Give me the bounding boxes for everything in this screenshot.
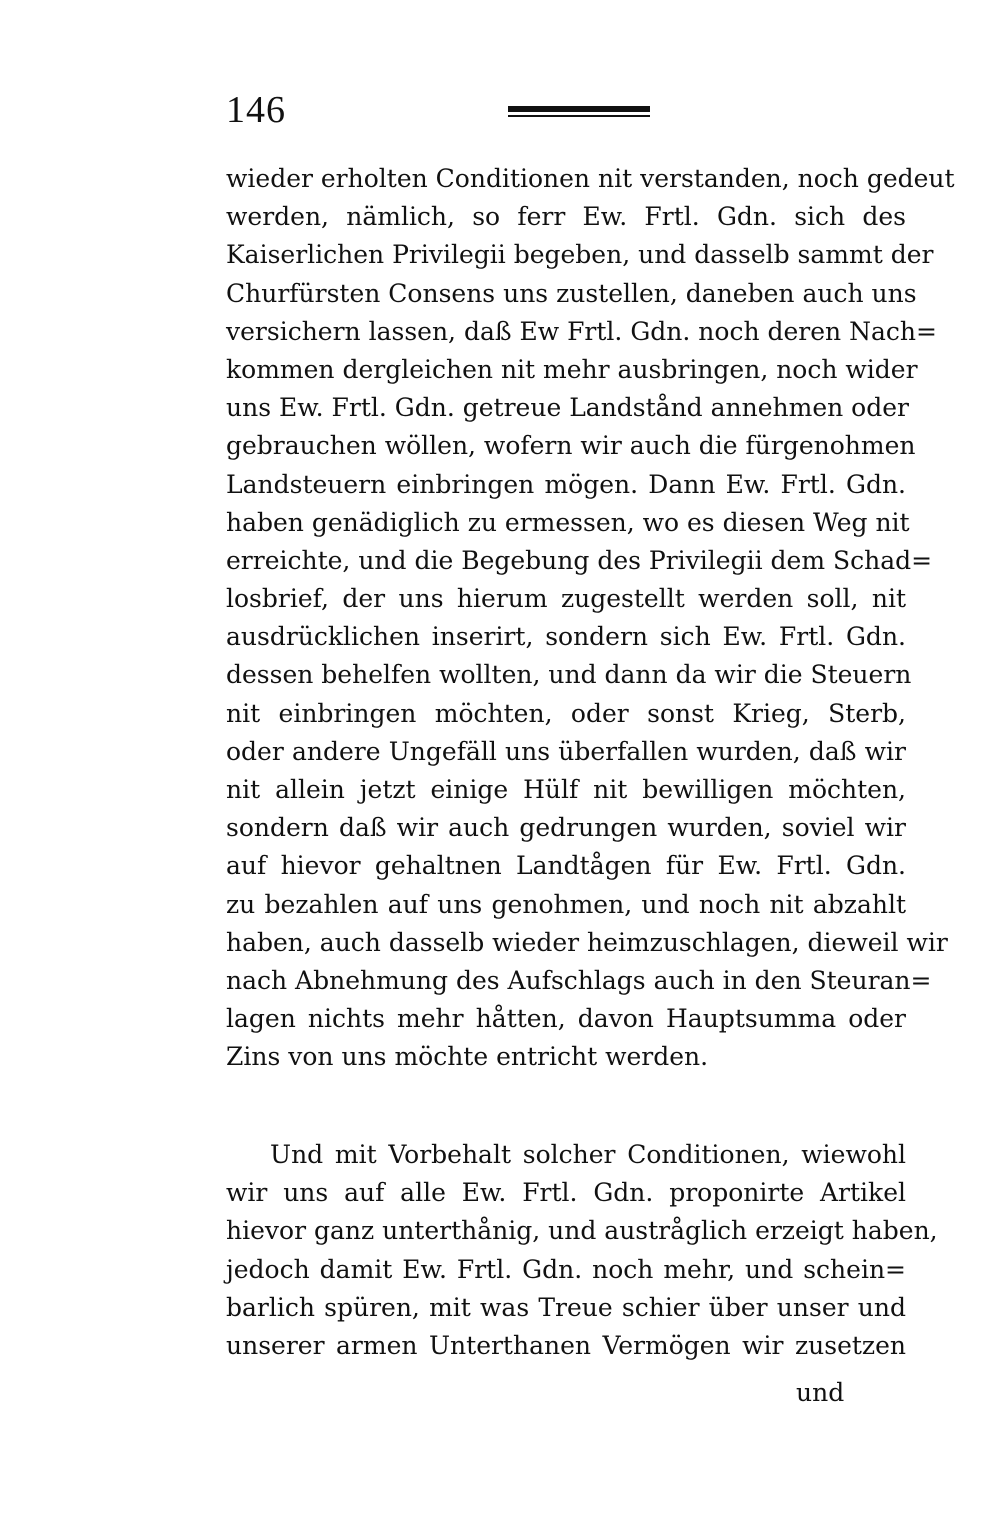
text-line: losbrief, der uns hierum zugestellt werden soll, nit	[226, 584, 906, 614]
text-line: hievor ganz unterthånig, und austråglich erzeigt haben,	[226, 1216, 938, 1246]
paragraph-1	[226, 160, 955, 1077]
text-line: oder andere Ungefäll uns überfallen wurden, daß wir	[226, 736, 906, 766]
text-line: barlich spüren, mit was Treue schier über unser und	[226, 1292, 906, 1322]
text-line: unserer armen Unterthanen Vermögen wir zusetzen	[226, 1330, 906, 1360]
header-rule-thin	[508, 115, 650, 117]
header-rule	[508, 106, 650, 118]
text-line: nit allein jetzt einige Hülf nit bewilligen möchten,	[226, 775, 906, 804]
text-line: Landsteuern einbringen mögen. Dann Ew. Frtl. Gdn.	[226, 469, 906, 499]
paragraph-2	[226, 1136, 938, 1365]
text-line: auf hievor gehaltnen Landtågen für Ew. Frtl. Gdn.	[226, 851, 906, 881]
text-line: sondern daß wir auch gedrungen wurden, soviel wir	[226, 813, 906, 843]
text-line: wir uns auf alle Ew. Frtl. Gdn. proponirte Artikel	[226, 1178, 906, 1208]
text-line: erreichte, und die Begebung des Privilegii dem Schad=	[226, 545, 933, 575]
header-rule-thick	[508, 106, 650, 112]
text-line: werden, nämlich, so ferr Ew. Frtl. Gdn. sich des	[226, 202, 906, 232]
catchword: und	[796, 1378, 845, 1407]
text-line: haben, auch dasselb wieder heimzuschlagen, dieweil wir	[226, 927, 948, 957]
text-line: versichern lassen, daß Ew Frtl. Gdn. noch deren Nach=	[226, 316, 937, 346]
text-line: Und mit Vorbehalt solcher Conditionen, wiewohl	[270, 1140, 906, 1169]
text-line: uns Ew. Frtl. Gdn. getreue Landstånd annehmen oder	[226, 393, 909, 423]
text-line: wieder erholten Conditionen nit verstanden, noch gedeut	[226, 164, 955, 193]
text-line: gebrauchen wöllen, wofern wir auch die fürgenohmen	[226, 431, 916, 461]
text-line: Kaiserlichen Privilegii begeben, und dasselb sammt der	[226, 240, 934, 270]
text-line: kommen dergleichen nit mehr ausbringen, noch wider	[226, 354, 918, 384]
page-number: 146	[226, 89, 286, 131]
text-line: Zins von uns möchte entricht werden.	[226, 1042, 709, 1072]
text-line: lagen nichts mehr håtten, davon Hauptsumma oder	[226, 1004, 906, 1034]
text-line: nit einbringen möchten, oder sonst Krieg, Sterb,	[226, 698, 906, 728]
text-line: nach Abnehmung des Aufschlags auch in den Steuran=	[226, 965, 932, 995]
text-line: Churfürsten Consens uns zustellen, daneben auch uns	[226, 278, 917, 308]
text-line: zu bezahlen auf uns genohmen, und noch nit abzahlt	[226, 889, 906, 919]
text-line: ausdrücklichen inserirt, sondern sich Ew. Frtl. Gdn.	[226, 622, 906, 652]
text-line: haben genädiglich zu ermessen, wo es diesen Weg nit	[226, 507, 910, 537]
text-line: dessen behelfen wollten, und dann da wir die Steuern	[226, 660, 912, 690]
text-line: jedoch damit Ew. Frtl. Gdn. noch mehr, und schein=	[226, 1254, 906, 1284]
